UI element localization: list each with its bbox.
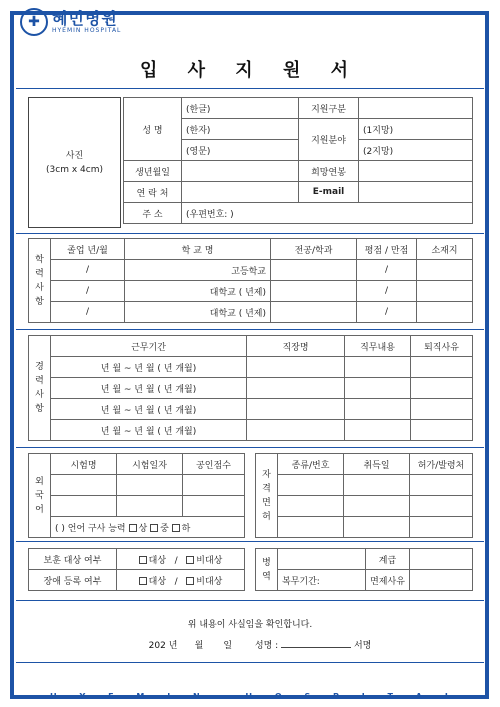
edu-header-school: 학 교 명: [125, 239, 271, 260]
disabled-yes-checkbox[interactable]: [139, 577, 147, 585]
edu-school-field[interactable]: 고등학교: [125, 260, 271, 281]
confirm-statement: 위 내용이 사실임을 확인합니다.: [187, 620, 313, 630]
career-reason-field[interactable]: [411, 420, 473, 441]
language-table: [28, 453, 245, 538]
edu-date-field[interactable]: /: [51, 260, 125, 281]
logo-korean: 혜민병원: [52, 9, 118, 28]
education-table: [28, 238, 473, 323]
career-side-label: 경 력 사 항: [29, 336, 51, 441]
photo-box[interactable]: [28, 97, 121, 228]
lang-header-score: 공인점수: [183, 454, 245, 475]
career-header-company: 직장명: [247, 336, 345, 357]
career-reason-field[interactable]: [411, 357, 473, 378]
lang-date-field[interactable]: [117, 475, 183, 496]
address-label: 주 소: [124, 203, 182, 224]
disabled-label: 장애 등록 여부: [29, 570, 117, 591]
section-divider: [16, 447, 484, 448]
career-period-field[interactable]: 년 월 ~ 년 월 ( 년 개월): [51, 357, 247, 378]
edu-score-field[interactable]: /: [357, 281, 417, 302]
language-side-label: 외 국 어: [29, 454, 51, 538]
day-field[interactable]: 일: [223, 641, 233, 651]
edu-score-field[interactable]: /: [357, 302, 417, 323]
hospital-emblem-icon: ✚: [20, 8, 48, 36]
cert-type-field[interactable]: [278, 475, 344, 496]
cert-type-field[interactable]: [278, 517, 344, 538]
name-english-field[interactable]: (영문): [182, 140, 299, 161]
status-table: [28, 548, 245, 591]
edu-major-field[interactable]: [271, 302, 357, 323]
photo-label: 사진: [65, 150, 84, 161]
salary-label: 희망연봉: [299, 161, 359, 182]
month-field[interactable]: 월: [194, 641, 204, 651]
edu-header-date: 졸업 년/월: [51, 239, 125, 260]
ability-high-checkbox[interactable]: [129, 524, 137, 532]
page-title: 입 사 지 원 서: [139, 60, 360, 81]
name-sign-label: 성명 :: [254, 641, 279, 651]
salary-field[interactable]: [359, 161, 473, 182]
military-table: [255, 548, 473, 591]
apply-type-label: 지원구분: [299, 98, 359, 119]
exempt-label: 면제사유: [366, 570, 410, 591]
military-side-label: 병 역: [256, 549, 278, 591]
career-company-field[interactable]: [247, 357, 345, 378]
lang-header-date: 시험일자: [117, 454, 183, 475]
cert-date-field[interactable]: [344, 496, 410, 517]
veteran-options: 대상 / 비대상: [117, 549, 245, 570]
edu-date-field[interactable]: /: [51, 281, 125, 302]
edu-header-score: 평점 / 만점: [357, 239, 417, 260]
year-field[interactable]: 202 년: [148, 641, 178, 651]
edu-location-field[interactable]: [417, 260, 473, 281]
career-company-field[interactable]: [247, 378, 345, 399]
cert-type-field[interactable]: [278, 496, 344, 517]
cert-date-field[interactable]: [344, 517, 410, 538]
cert-header-type: 종류/번호: [278, 454, 344, 475]
contact-label: 연 락 처: [124, 182, 182, 203]
military-type-field[interactable]: [278, 549, 366, 570]
second-choice-field[interactable]: (2지망): [359, 140, 473, 161]
edu-score-field[interactable]: /: [357, 260, 417, 281]
edu-major-field[interactable]: [271, 281, 357, 302]
ability-low-checkbox[interactable]: [172, 524, 180, 532]
career-duty-field[interactable]: [345, 399, 411, 420]
logo-english: HYEMIN HOSPITAL: [52, 27, 122, 34]
career-table: [28, 335, 473, 441]
veteran-yes-checkbox[interactable]: [139, 556, 147, 564]
rank-label: 계급: [366, 549, 410, 570]
section-divider: [16, 600, 484, 601]
service-period-field[interactable]: 복무기간:: [278, 570, 366, 591]
name-korean-field[interactable]: (한글): [182, 98, 299, 119]
career-company-field[interactable]: [247, 399, 345, 420]
career-reason-field[interactable]: [411, 399, 473, 420]
education-side-label: 학 력 사 항: [29, 239, 51, 323]
cert-header-date: 취득일: [344, 454, 410, 475]
edu-header-location: 소재지: [417, 239, 473, 260]
name-label: 성 명: [124, 98, 182, 161]
veteran-no-checkbox[interactable]: [186, 556, 194, 564]
name-sign-field[interactable]: [281, 647, 351, 648]
lang-score-field[interactable]: [183, 496, 245, 517]
photo-size: (3cm x 4cm): [46, 164, 103, 175]
birth-label: 생년월일: [124, 161, 182, 182]
title-divider: [16, 88, 484, 89]
edu-date-field[interactable]: /: [51, 302, 125, 323]
career-duty-field[interactable]: [345, 420, 411, 441]
lang-header-test: 시험명: [51, 454, 117, 475]
edu-major-field[interactable]: [271, 260, 357, 281]
career-duty-field[interactable]: [345, 357, 411, 378]
section-divider: [16, 329, 484, 330]
bottom-divider: [16, 662, 484, 663]
email-label: E-mail: [299, 182, 359, 203]
rank-field[interactable]: [410, 549, 473, 570]
lang-date-field[interactable]: [117, 496, 183, 517]
certificate-table: [255, 453, 473, 538]
email-field[interactable]: [359, 182, 473, 203]
lang-test-field[interactable]: [51, 475, 117, 496]
lang-test-field[interactable]: [51, 496, 117, 517]
lang-score-field[interactable]: [183, 475, 245, 496]
disabled-no-checkbox[interactable]: [186, 577, 194, 585]
edu-school-field[interactable]: 대학교 ( 년제): [125, 302, 271, 323]
personal-info-table: [123, 97, 473, 224]
section-divider: [16, 233, 484, 234]
career-period-field[interactable]: 년 월 ~ 년 월 ( 년 개월): [51, 378, 247, 399]
career-header-duty: 직무내용: [345, 336, 411, 357]
career-period-field[interactable]: 년 월 ~ 년 월 ( 년 개월): [51, 420, 247, 441]
veteran-label: 보훈 대상 여부: [29, 549, 117, 570]
birth-field[interactable]: [182, 161, 299, 182]
edu-header-major: 전공/학과: [271, 239, 357, 260]
name-hanja-field[interactable]: (한자): [182, 119, 299, 140]
contact-field[interactable]: [182, 182, 299, 203]
certificate-side-label: 자 격 면 허: [256, 454, 278, 538]
address-field[interactable]: (우편번호: ): [182, 203, 473, 224]
edu-location-field[interactable]: [417, 302, 473, 323]
career-period-field[interactable]: 년 월 ~ 년 월 ( 년 개월): [51, 399, 247, 420]
cert-issuer-field[interactable]: [410, 496, 473, 517]
cert-header-issuer: 허가/발령처: [410, 454, 473, 475]
sign-mark: 서명: [353, 641, 372, 651]
footer-hospital-name: H Y E M I N H O S P I T A L: [50, 692, 450, 701]
apply-field-label: 지원분야: [299, 119, 359, 161]
career-company-field[interactable]: [247, 420, 345, 441]
cert-issuer-field[interactable]: [410, 475, 473, 496]
career-duty-field[interactable]: [345, 378, 411, 399]
signature-line: [0, 638, 500, 651]
apply-type-field[interactable]: [359, 98, 473, 119]
first-choice-field[interactable]: (1지망): [359, 119, 473, 140]
career-header-period: 근무기간: [51, 336, 247, 357]
edu-location-field[interactable]: [417, 281, 473, 302]
career-reason-field[interactable]: [411, 378, 473, 399]
cert-date-field[interactable]: [344, 475, 410, 496]
exempt-field[interactable]: [410, 570, 473, 591]
lang-ability-label: ( ) 언어 구사 능력: [55, 523, 126, 534]
lang-ability-row: ( ) 언어 구사 능력 상 중 하: [51, 517, 245, 538]
hospital-logo: [20, 8, 121, 36]
section-divider: [16, 541, 484, 542]
ability-mid-checkbox[interactable]: [150, 524, 158, 532]
cert-issuer-field[interactable]: [410, 517, 473, 538]
career-header-reason: 퇴직사유: [411, 336, 473, 357]
disabled-options: 대상 / 비대상: [117, 570, 245, 591]
edu-school-field[interactable]: 대학교 ( 년제): [125, 281, 271, 302]
